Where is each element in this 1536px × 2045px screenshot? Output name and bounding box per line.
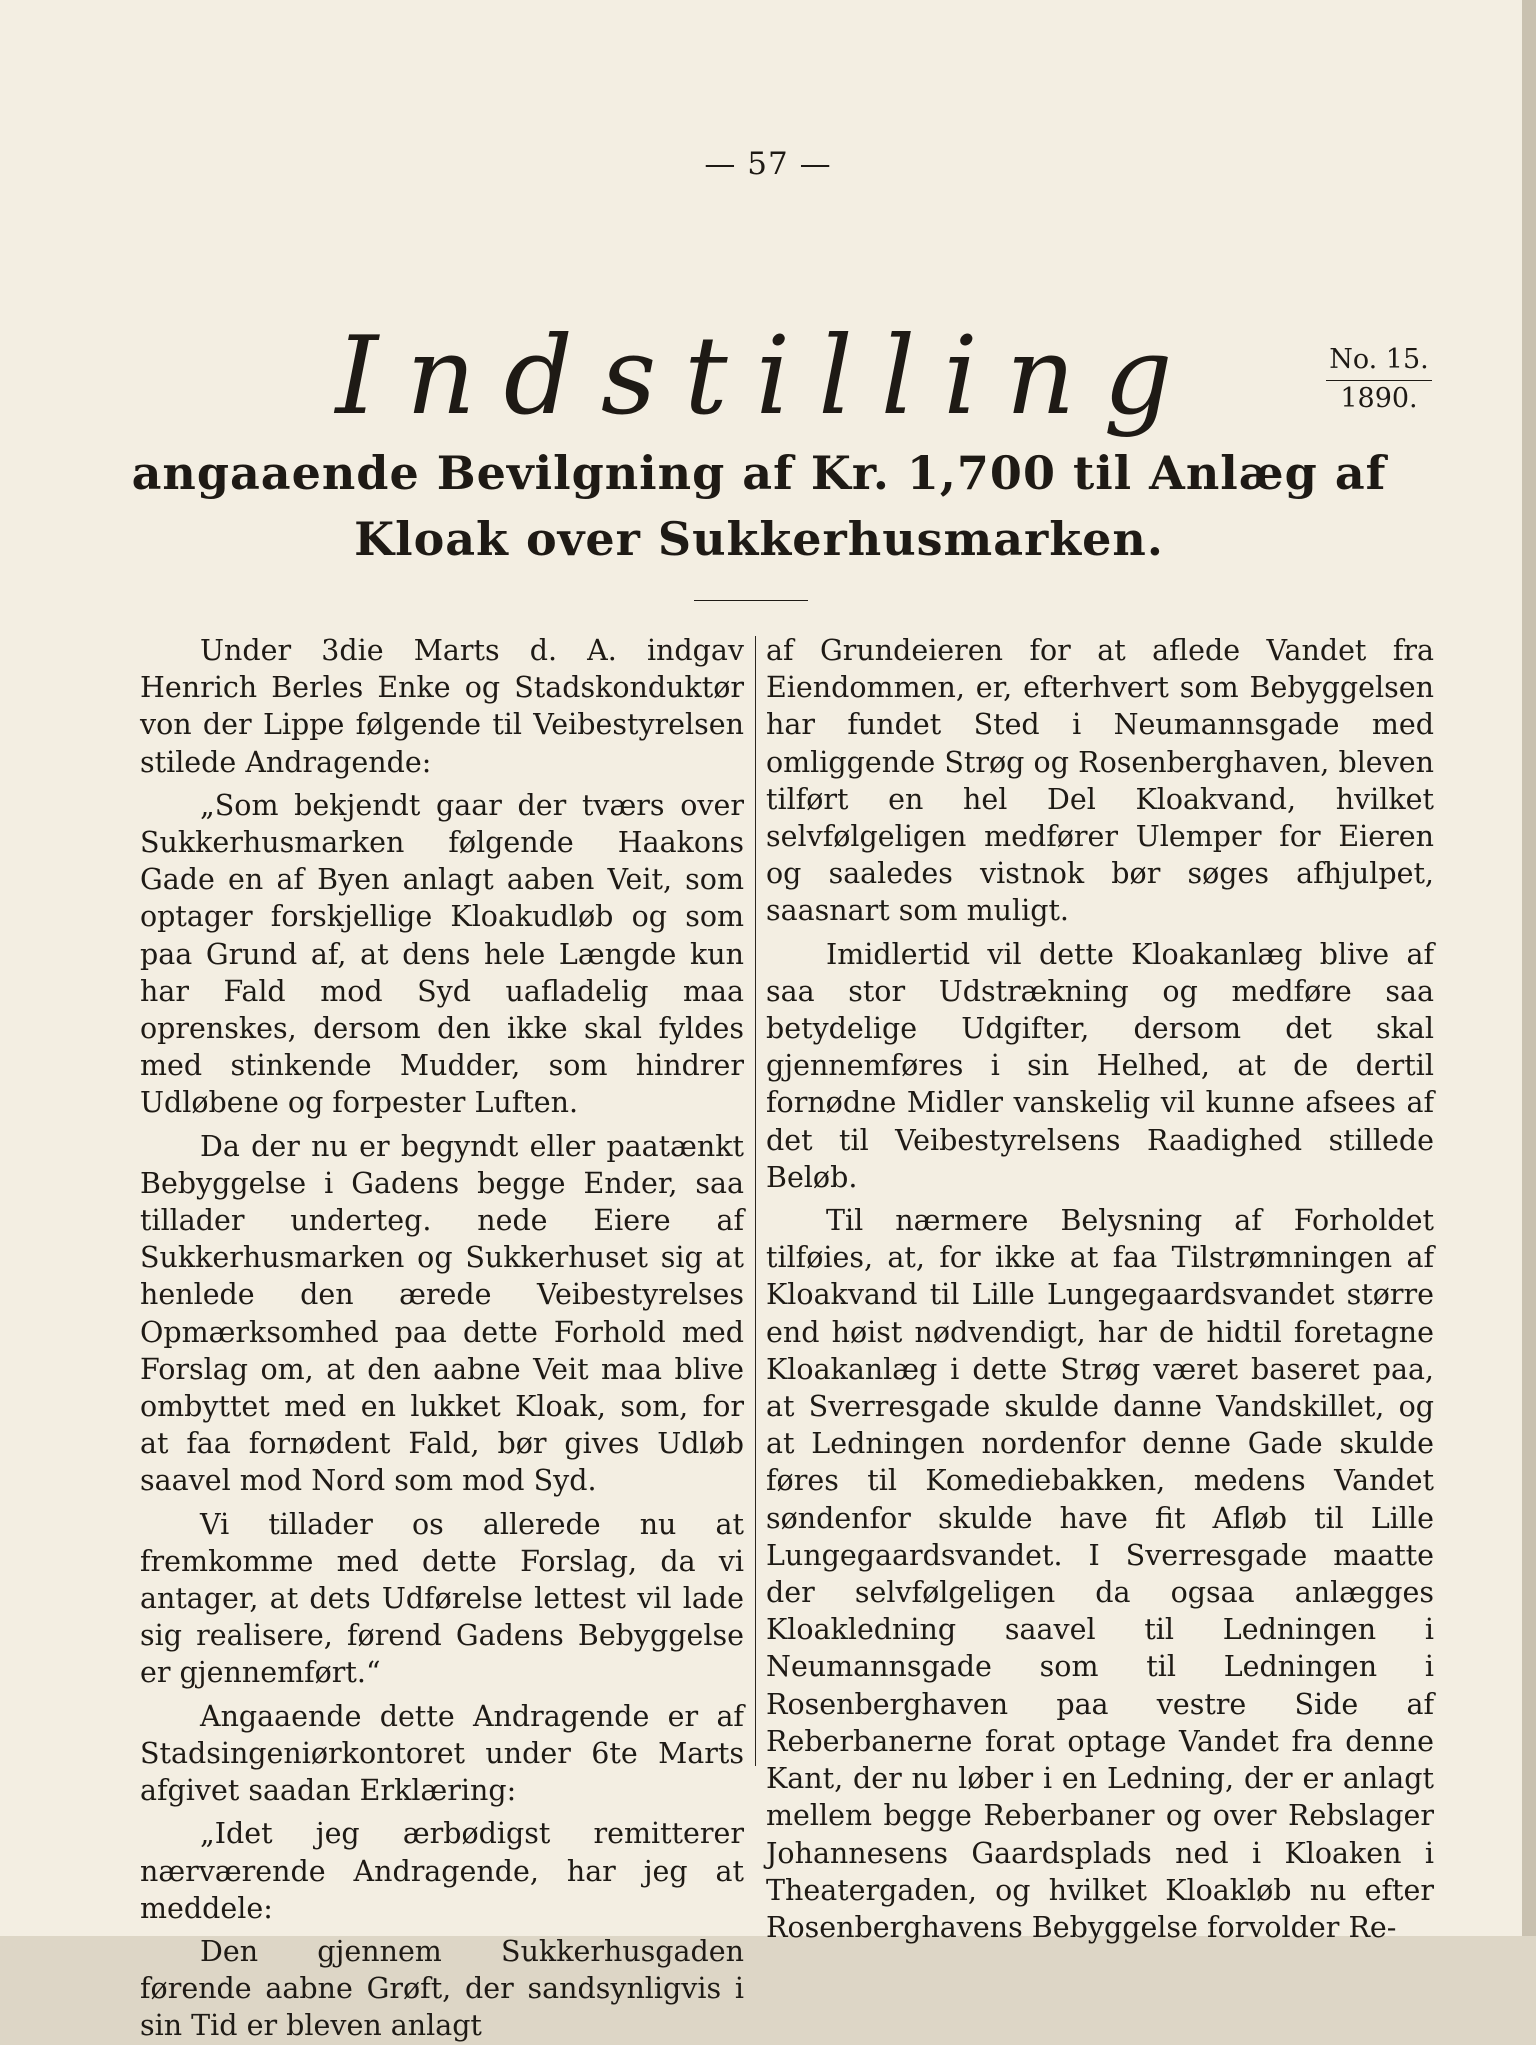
paragraph: Vi tillader os allerede nu at fremkomme med dette Forslag, da vi antager, at dets Udførelse lettest vil lade sig realisere, førend Gadens Bebyggelse er gjennemført.“ (140, 1507, 744, 1690)
paragraph: „Idet jeg ærbødigst remitterer nærværende Andragende, har jeg at meddele: (140, 1817, 744, 1925)
paragraph: Angaaende dette Andragende er af Stadsingeniørkontoret under 6te Marts afgivet saadan Erklæring: (140, 1699, 744, 1808)
separator-rule (694, 600, 808, 601)
document-number-year: 1890. (1340, 383, 1418, 414)
document-number (1326, 342, 1432, 417)
paragraph: Den gjennem Sukkerhusgaden førende aabne Grøft, der sandsynligvis i sin Tid er bleven anlagt (140, 1934, 744, 2043)
paragraph: Da der nu er begyndt eller paatænkt Bebyggelse i Gadens begge Ender, saa tillader underteg. nede Eiere af Sukkerhusmarken og Sukkerhuset sig at henlede den ærede Veibestyrelses Opmærksomhed paa dette Forhold med Forslag om, at den aabne Veit maa blive ombyttet med en lukket Kloak, som, for at faa fornødent Fald, bør gives Udløb saavel mod Nord som mod Syd. (140, 1129, 744, 1498)
document-subtitle: angaaende Bevilgning af Kr. 1,700 til Anlæg af Kloak over Sukkerhusmarken. (131, 446, 1387, 566)
paragraph: af Grundeieren for at aflede Vandet fra Eiendommen, er, efterhvert som Bebyggelsen har fundet Sted i Neumannsgade med omliggende Strøg og Rosenberghaven, bleven tilført en hel Del Kloakvand, hvilket selvfølgeligen medfører Ulemper for Eieren og saaledes vistnok bør søges afhjulpet, saasnart som muligt. (766, 634, 1434, 928)
scan-edge (1522, 0, 1536, 1936)
paragraph: Under 3die Marts d. A. indgav Henrich Berles Enke og Stadskonduktør von der Lippe følgende til Veibestyrelsen stilede Andragende: (140, 634, 744, 779)
document-number-no: No. 15. (1326, 342, 1432, 381)
right-column (766, 632, 1434, 1946)
left-column (140, 632, 744, 2045)
paragraph: Til nærmere Belysning af Forholdet tilføies, at, for ikke at faa Tilstrømningen af Kloakvand til Lille Lungegaardsvandet større end høist nødvendigt, har de hidtil foretagne Kloakanlæg i dette Strøg været baseret paa, at Sverresgade skulde danne Vandskillet, og at Ledningen nordenfor denne Gade skulde føres til Komediebakken, medens Vandet søndenfor skulde have fit Afløb til Lille Lungegaardsvandet. I Sverresgade maatte der selvfølgeligen da ogsaa anlægges Kloakledning saavel til Ledningen i Neumannsgade som til Ledningen i Rosenberghaven paa vestre Side af Reberbanerne forat optage Vandet fra denne Kant, der nu løber i en Ledning, der er anlagt mellem begge Reberbaner og over Rebslager Johannesens Gaardsplads ned i Kloaken i Theatergaden, og hvilket Kloakløb nu efter Rosenberghavens Bebyggelse forvolder Re- (766, 1204, 1434, 1944)
column-divider (755, 636, 756, 1766)
paragraph: Imidlertid vil dette Kloakanlæg blive af saa stor Udstrækning og medføre saa betydelige Udgifter, dersom det skal gjennemføres i sin Helhed, at de dertil fornødne Midler vanskelig vil kunne afsees af det til Veibestyrelsens Raadighed stillede Beløb. (766, 937, 1434, 1194)
paragraph: „Som bekjendt gaar der tværs over Sukkerhusmarken følgende Haakons Gade en af Byen anlagt aaben Veit, som optager forskjellige Kloakudløb og som paa Grund af, at dens hele Længde kun har Fald mod Syd uafladelig maa oprenskes, dersom den ikke skal fyldes med stinkende Mudder, som hindrer Udløbene og forpester Luften. (140, 788, 744, 1120)
document-title: Indstilling (335, 314, 1201, 439)
page-number: — 57 — (704, 146, 832, 182)
